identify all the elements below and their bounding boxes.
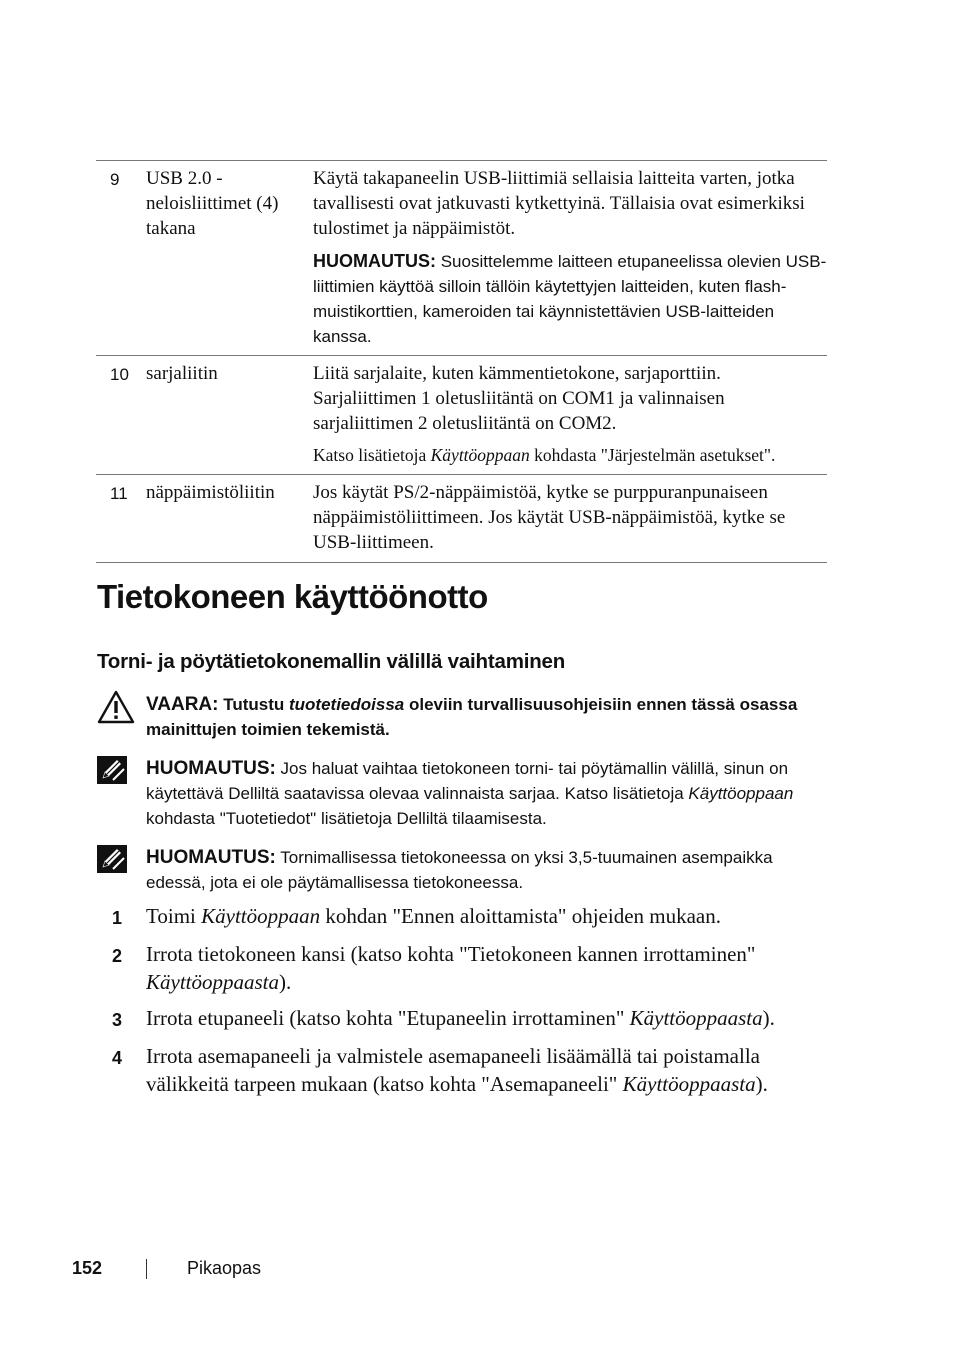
note-italic: Käyttöoppaan xyxy=(688,784,794,803)
step-pre: Irrota tietokoneen kansi (katso kohta "Tietokoneen kannen irrottaminen" xyxy=(146,942,756,966)
step-post: ). xyxy=(755,1072,768,1096)
list-item xyxy=(97,1004,822,1034)
step-post: ). xyxy=(762,1006,775,1030)
warning-triangle-icon xyxy=(97,690,146,742)
step-italic: Käyttöoppaasta xyxy=(622,1072,756,1096)
note-body: Tornimallisessa tietokoneessa on yksi 3,5-tuumainen asempaikka edessä, jota ei ole päytämallisessa tietokoneessa. xyxy=(146,848,773,892)
row-description-text: Käytä takapaneelin USB-liittimiä sellaisia laitteita varten, jotka tavallisesti ovat jatkuvasti kytkettyinä. Tällaisia ovat esimerkiksi tulostimet ja näppäimistöt. xyxy=(313,168,805,239)
step-pre: Toimi xyxy=(146,904,202,928)
step-post: ). xyxy=(279,970,292,994)
note-post: kohdasta "Tuotetiedot" lisätietoja Delliltä tilaamisesta. xyxy=(146,809,547,828)
note-pencil-icon xyxy=(97,756,146,831)
warning-post: oleviin turvallisuusohjeisiin ennen tässä osassa mainittujen toimien tekemistä. xyxy=(146,695,798,739)
subsection-title: Torni- ja pöytätietokonemallin välillä vaihtaminen xyxy=(97,650,566,673)
table-row xyxy=(96,475,827,563)
list-item xyxy=(97,902,822,932)
note-text xyxy=(146,845,822,895)
step-pre: Irrota etupaneeli (katso kohta "Etupaneelin irrottaminen" xyxy=(146,1006,630,1030)
note-notice xyxy=(97,756,822,831)
note-pencil-icon xyxy=(97,845,146,895)
step-italic: Käyttöoppaasta xyxy=(629,1006,763,1030)
section-title: Tietokoneen käyttöönotto xyxy=(97,578,488,615)
note-notice xyxy=(97,845,822,895)
warning-notice xyxy=(97,690,822,742)
row-note-label: HUOMAUTUS: xyxy=(313,251,436,271)
row-connector-name: näppäimistöliitin xyxy=(146,482,275,503)
step-post: kohdan "Ennen aloittamista" ohjeiden mukaan. xyxy=(320,904,722,928)
step-text xyxy=(146,1004,822,1034)
list-item xyxy=(97,940,822,996)
note-pre: Jos haluat vaihtaa tietokoneen torni- tai pöytämallin välillä, sinun on käytettävä Delliltä saatavissa olevaa valinnaista sarjaa. Katso lisätietoja xyxy=(146,759,789,803)
row-number: 9 xyxy=(110,170,120,189)
step-list xyxy=(97,902,822,1106)
row-note xyxy=(313,249,827,349)
row-extra-reference xyxy=(313,443,827,468)
row-number: 10 xyxy=(110,365,129,384)
warning-pre: Tutustu xyxy=(218,695,289,714)
row-number: 11 xyxy=(110,484,128,503)
row-description xyxy=(313,361,827,468)
warning-text xyxy=(146,690,822,742)
step-text xyxy=(146,902,822,932)
row-description-text: Jos käytät PS/2-näppäimistöä, kytke se purppuranpunaiseen näppäimistöliittimeen. Jos käytät USB-näppäimistöä, kytke se USB-liittimeen. xyxy=(313,482,786,553)
step-italic: Käyttöoppaan xyxy=(201,904,321,928)
footer-divider xyxy=(146,1259,147,1279)
row-extra-post: kohdasta "Järjestelmän asetukset". xyxy=(529,445,776,465)
warning-label: VAARA: xyxy=(146,694,219,715)
footer-doc-title: Pikaopas xyxy=(187,1258,262,1278)
warning-italic: tuotetiedoissa xyxy=(288,695,405,714)
row-connector-name: sarjaliitin xyxy=(146,363,218,384)
step-text xyxy=(146,1042,822,1098)
row-extra-pre: Katso lisätietoja xyxy=(313,445,431,465)
table-row xyxy=(96,161,827,356)
step-number: 3 xyxy=(112,1010,123,1030)
step-text xyxy=(146,940,822,996)
note-label: HUOMAUTUS: xyxy=(146,758,276,779)
row-description xyxy=(313,166,827,349)
step-pre: Irrota asemapaneeli ja valmistele asemapaneeli lisäämällä tai poistamalla välikkeitä tarpeen mukaan (katso kohta "Asemapaneeli" xyxy=(146,1044,760,1096)
row-note-text: Suosittelemme laitteen etupaneelissa olevien USB-liittimien käyttöä silloin tällöin käytettyjen laitteiden, kuten flash-muistikorttien, kameroiden tai käynnistettävien USB-laitteiden kanssa. xyxy=(313,252,827,346)
page-footer xyxy=(72,1258,261,1279)
note-text xyxy=(146,756,822,831)
list-item xyxy=(97,1042,822,1098)
step-number: 4 xyxy=(112,1048,123,1068)
connector-table xyxy=(96,160,827,563)
row-description xyxy=(313,480,827,555)
row-connector-name: USB 2.0 - neloisliittimet (4) takana xyxy=(146,168,279,239)
note-label: HUOMAUTUS: xyxy=(146,847,276,868)
row-extra-italic: Käyttöoppaan xyxy=(430,445,530,465)
step-italic: Käyttöoppaasta xyxy=(146,970,280,994)
step-number: 1 xyxy=(112,908,123,928)
table-row xyxy=(96,356,827,475)
row-description-text: Liitä sarjalaite, kuten kämmentietokone, sarjaporttiin. Sarjaliittimen 1 oletusliitäntä on COM1 ja valinnaisen sarjaliittimen 2 oletusliitäntä on COM2. xyxy=(313,363,725,434)
step-number: 2 xyxy=(112,946,123,966)
page-number: 152 xyxy=(72,1258,103,1278)
